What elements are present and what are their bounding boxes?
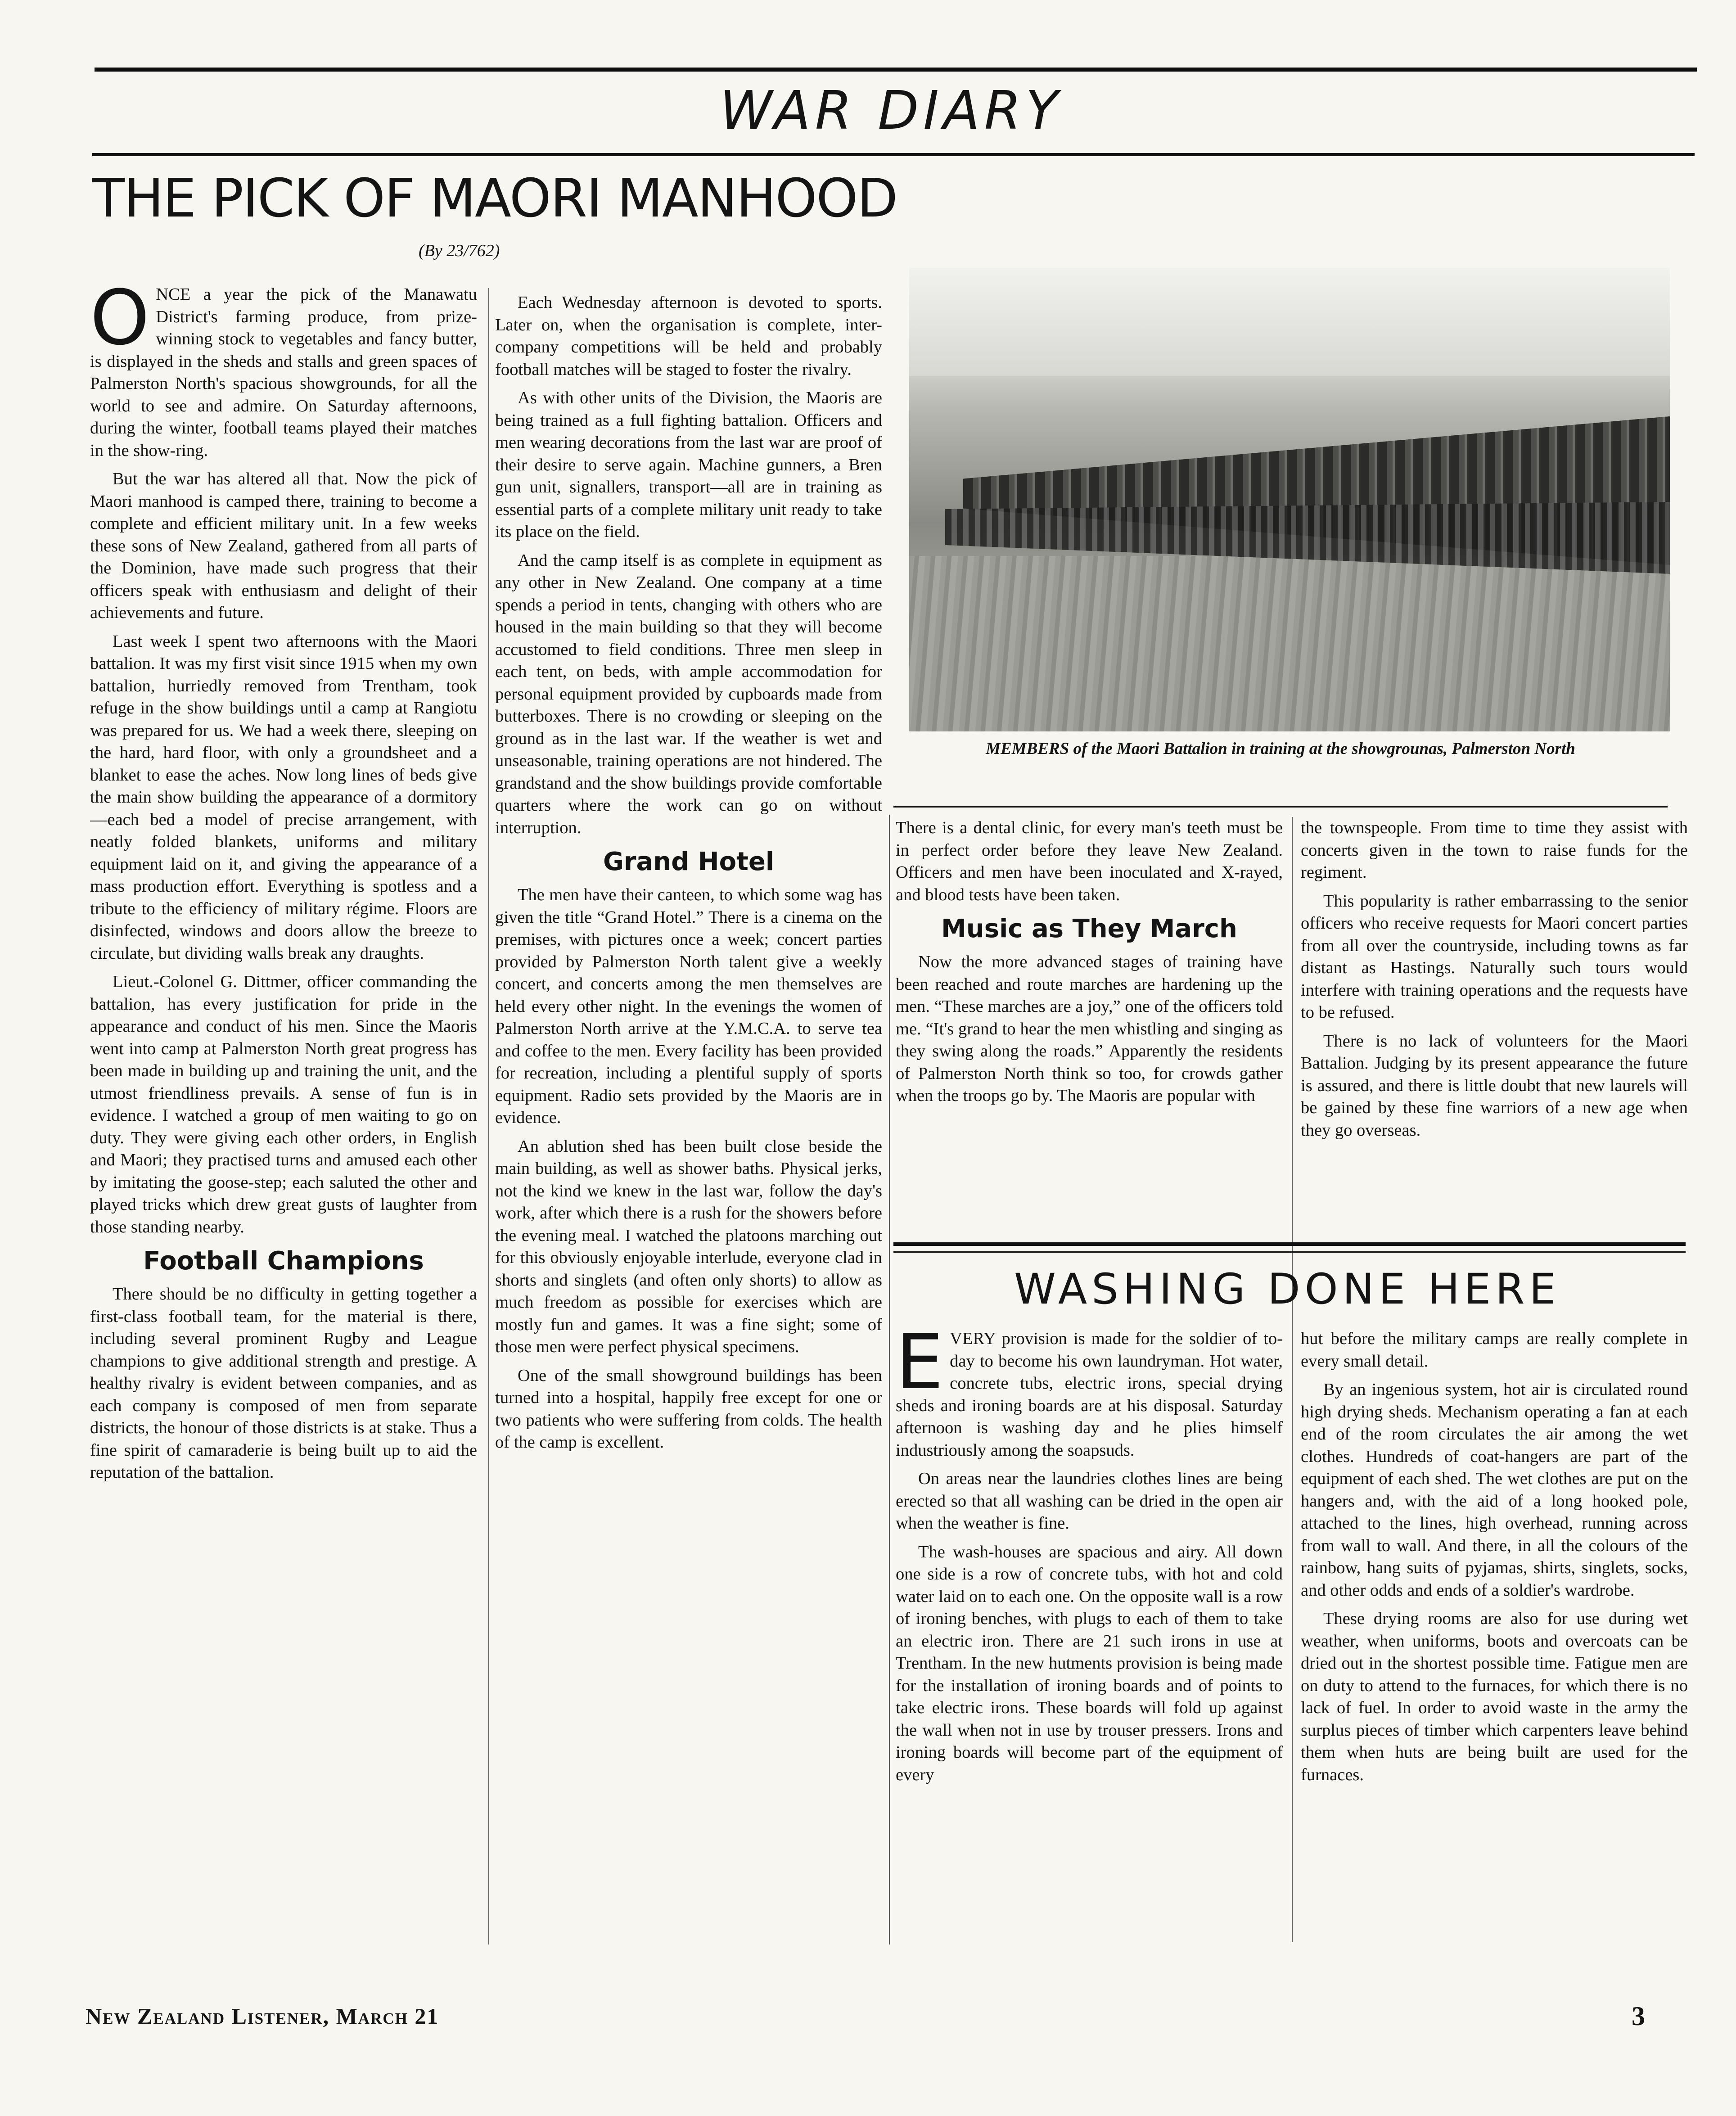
article2-column-1 [896, 1328, 1283, 1945]
dropcap: O [90, 284, 150, 362]
article2-column-2 [1301, 1328, 1688, 1945]
headline: THE PICK OF MAORI MANHOOD [92, 167, 897, 229]
article1-column-1 [90, 284, 477, 1945]
top-rule-thick [95, 68, 1697, 72]
top-rule-lower [92, 153, 1695, 156]
subheading-football-champions: Football Champions [143, 1246, 424, 1276]
paragraph: On areas near the laundries clothes lines are being erected so that all washing can be dried in the open air when the weather is fine. [896, 1469, 1283, 1533]
washing-title: WASHING DONE HERE [1014, 1265, 1560, 1314]
section-title: WAR DIARY [720, 79, 1063, 141]
photo-ground [909, 556, 1670, 731]
paragraph: One of the small showground buildings has been turned into a hospital, happily free except for one or two patients who were suffering from colds. The health of the camp is excellent. [495, 1366, 882, 1452]
paragraph: There should be no difficulty in getting together a first-class football team, for the material is there, including several prominent Rugby and League champions to give additional strength and prestige. A healthy rivalry is evident between companies, and as each company is composed of men from separate districts, the honour of those districts is at stake. Thus a fine spirit of camaraderie is being built up to aid the reputation of the battalion. [90, 1285, 477, 1482]
paragraph: These drying rooms are also for use during wet weather, when uniforms, boots and overcoats can be dried out in the shortest possible time. Fatigue men are on duty to attend to the furnaces, for which there is no lack of fuel. In order to avoid waste in the army the surplus pieces of timber which carpenters leave behind them when huts are being built are used for the furnaces. [1301, 1609, 1688, 1784]
paragraph: The men have their canteen, to which some wag has given the title “Grand Hotel.” There is a cinema on the premises, with pictures once a week; concert parties provided by Palmerston North talent give a weekly concert, and concerts among the men themselves are held every other night. In the evenings the women of Palmerston North arrive at the Y.M.C.A. to serve tea and coffee to the men. Every facility has been provided for recreation, including a plentiful supply of sports equipment. Radio sets provided by the Maoris are in evidence. [495, 885, 882, 1127]
column-divider [488, 288, 489, 1945]
publication-footer: New Zealand Listener, March 21 [86, 2003, 439, 2029]
paragraph: There is a dental clinic, for every man's teeth must be in perfect order before they leave New Zealand. Officers and men have been inoculated and X-rayed, and blood tests have been taken. [896, 818, 1283, 904]
column-divider [1292, 817, 1293, 1942]
paragraph: Now the more advanced stages of training have been reached and route marches are hardening up the men. “These marches are a joy,” one of the officers told me. “It's grand to hear the men whistling and singing as they swing along the roads.” Apparently the residents of Palmerston North think so too, for crowds gather when the troops go by. The Maoris are popular with [896, 952, 1283, 1105]
article1-column-4 [1301, 817, 1688, 1231]
paragraph: An ablution shed has been built close beside the main building, as well as shower baths. Physical jerks, not the kind we knew in the last war, follow the day's work, after which there is a rush for the showers before the evening meal. I watched the platoons marching out for this obviously enjoyable interlude, everyone clad in shorts and singlets (and often only shorts) to allow as much freedom as possible for exercises which are mostly fun and games. It was a fine sight; some of those men were perfect physical specimens. [495, 1137, 882, 1356]
article1-column-3 [896, 817, 1283, 1231]
paragraph: This popularity is rather embarrassing to the senior officers who receive requests for Maori concert parties from all over the countryside, including towns as far distant as Hastings. Naturally such tours would interfere with training operations and the requests have to be refused. [1301, 891, 1688, 1022]
paragraph: The wash-houses are spacious and airy. All down one side is a row of concrete tubs, with hot and cold water laid on to each one. On the opposite wall is a row of ironing benches, with plugs to each of them to take an electric iron. There are 21 such irons in use at Trentham. In the new hutments provision is being made for the installation of ironing boards and of points to take electric irons. These boards will fold up against the wall when not in use by trouser pressers. Irons and ironing boards will become part of the equipment of every [896, 1542, 1283, 1784]
subheading-music-as-they-march: Music as They March [941, 914, 1237, 943]
paragraph: By an ingenious system, hot air is circulated round high drying sheds. Mechanism operating a fan at each end of the room circulates the air among the wet clothes. Hundreds of coat-hangers are part of the equipment of each shed. The wet clothes are put on the hangers and, with the aid of a long hooked pole, attached to the lines, high overhead, running across from wall to wall. And there, in all the colours of the rainbow, hang suits of pyjamas, shirts, singlets, socks, and other odds and ends of a soldier's wardrobe. [1301, 1380, 1688, 1600]
battalion-photo [909, 268, 1670, 731]
byline: (By 23/762) [419, 241, 500, 260]
paragraph: As with other units of the Division, the Maoris are being trained as a full fighting battalion. Officers and men wearing decorations from the last war are proof of their desire to serve again. Machine gunners, a Bren gun unit, signallers, transport—all are in training as essential parts of a complete military unit ready to take its place on the field. [495, 388, 882, 541]
subheading-grand-hotel: Grand Hotel [603, 847, 775, 876]
paragraph: But the war has altered all that. Now the pick of Maori manhood is camped there, training to become a complete and efficient military unit. In a few weeks these sons of New Zealand, gathered from all parts of the Dominion, have made such progress that their officers speak with enthusiasm and delight of their achievements and future. [90, 469, 477, 622]
page-number: 3 [1632, 2001, 1645, 2031]
paragraph: Each Wednesday afternoon is devoted to sports. Later on, when the organisation is complete, inter-company competitions will be held and probably football matches will be staged to foster the rivalry. [495, 293, 882, 379]
dropcap: E [896, 1328, 944, 1406]
section-rule-thick [893, 1242, 1686, 1246]
column-divider [889, 815, 890, 1945]
paragraph: NCE a year the pick of the Manawatu District's farming produce, from prize-winning stock to vegetables and fancy butter, is displayed in the sheds and stalls and green spaces of Palmerston North's spacious showgrounds, for all the world to see and admire. On Saturday afternoons, during the winter, football teams played their matches in the show-ring. [90, 285, 477, 460]
section-rule-thin [893, 1251, 1686, 1253]
article1-column-2 [495, 292, 882, 1948]
paragraph: VERY provision is made for the soldier of to-day to become his own laundryman. Hot water, concrete tubs, electric irons, special drying sheds and ironing boards are at his disposal. Saturday afternoon is washing day and he plies himself industriously among the soapsuds. [896, 1329, 1283, 1460]
paragraph: Last week I spent two afternoons with the Maori battalion. It was my first visit since 1915 when my own battalion, hurriedly removed from Trentham, took refuge in the show buildings until a camp at Rangiotu was prepared for us. We had a week there, sleeping on the hard, hard floor, with only a groundsheet and a blanket to ease the aches. Now long lines of beds give the main show building the appearance of a dormitory—each bed a model of precise arrangement, with neatly folded blankets, uniforms and military equipment laid on it, and giving the appearance of a mass production effort. Everything is spotless and a tribute to the efficiency of military régime. Floors are disinfected, windows and doors allow the breeze to circulate, but dividing walls break any draughts. [90, 632, 477, 963]
paragraph: the townspeople. From time to time they assist with concerts given in the town to raise funds for the regiment. [1301, 818, 1688, 882]
caption-rule [893, 806, 1668, 808]
paragraph: Lieut.-Colonel G. Dittmer, officer commanding the battalion, has every justification for pride in the appearance and conduct of his men. Since the Maoris went into camp at Palmerston North great progress has been made in building up and training the unit, and the utmost friendliness prevails. A sense of fun is in evidence. I watched a group of men waiting to go on duty. They were giving each other orders, in English and Maori; they practised turns and amused each other by imitating the goose-step; each saluted the other and played tricks which drew great gusts of laughter from those standing nearby. [90, 972, 477, 1236]
paragraph: And the camp itself is as complete in equipment as any other in New Zealand. One company at a time spends a period in tents, changing with others who are housed in the main building so that they will become accustomed to field conditions. Three men sleep in each tent, on beds, with ample accommodation for personal equipment provided by cupboards made from butterboxes. There is no crowding or sleeping on the ground as in the last war. If the weather is wet and unseasonable, training operations are not hindered. The grandstand and the show buildings provide comfortable quarters where the work can go on without interruption. [495, 550, 882, 837]
paragraph: There is no lack of volunteers for the Maori Battalion. Judging by its present appearance the future is assured, and there is little doubt that new laurels will be gained by these fine warriors of a new age when they go overseas. [1301, 1031, 1688, 1140]
photo-sky [909, 268, 1670, 376]
photo-caption: MEMBERS of the Maori Battalion in training at the showgrounas, Palmerston North [986, 740, 1575, 758]
paragraph: hut before the military camps are really complete in every small detail. [1301, 1329, 1688, 1371]
